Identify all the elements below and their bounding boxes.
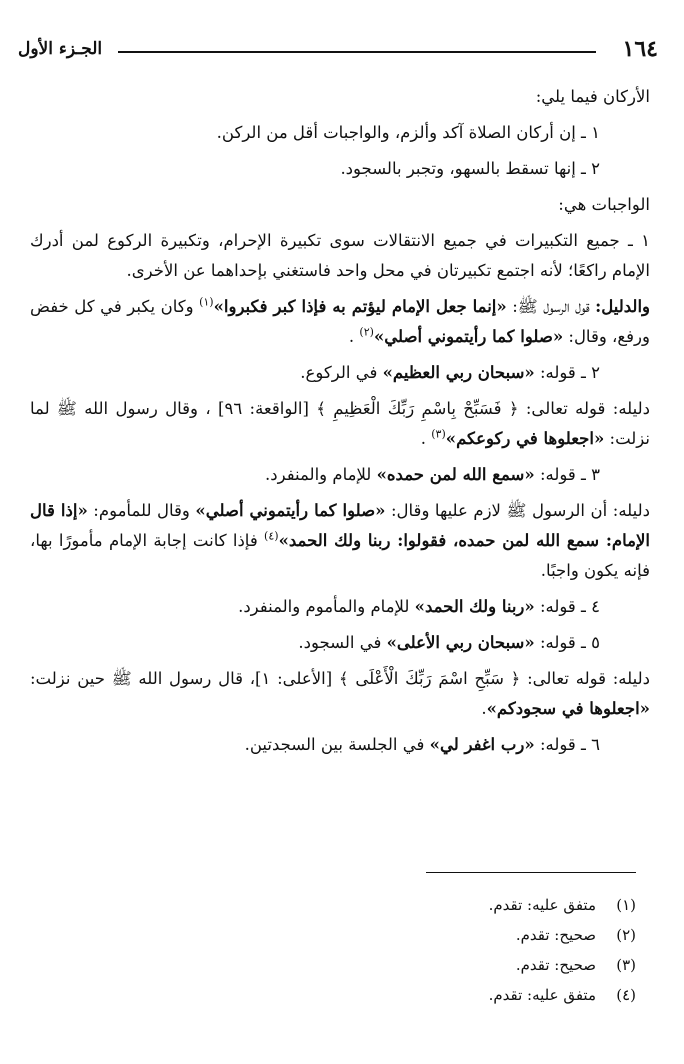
evidence-label: والدليل: [595, 297, 650, 316]
dhikr-quote: «سبحان ربي الأعلى» [386, 633, 535, 652]
text: . [420, 429, 432, 448]
text: ٦ ـ قوله: [534, 735, 600, 754]
dhikr-quote: «سبحان ربي العظيم» [382, 363, 535, 382]
text: دليله: أن الرسول ﷺ لازم عليها وقال: [385, 501, 650, 520]
hadith-quote: «صلوا كما رأيتموني أصلي» [373, 327, 564, 346]
page-number: ١٦٤ [622, 36, 658, 62]
paragraph [30, 358, 650, 388]
text: ١ ـ جميع التكبيرات في جميع الانتقالات سوى تكبيرة الإحرام، وتكبيرة الركوع لمن أدرك الإمام راكعًا؛ لأنه اجتمع تكبيرتان في محل واحد فاستغني بإحداهما عن الأخرى. [30, 231, 650, 280]
hadith-quote: «اجعلوها في سجودكم» [486, 699, 650, 718]
text: ٢ ـ قوله: [534, 363, 600, 382]
paragraph [30, 394, 650, 454]
footnote-item [236, 890, 636, 920]
footnote-divider [426, 872, 636, 873]
footnote-number: (١) [616, 896, 636, 914]
hadith-quote: «اجعلوها في ركوعكم» [445, 429, 605, 448]
footnote-text: صحيح: تقدم. [515, 926, 596, 944]
text: للإمام والمأموم والمنفرد. [238, 597, 415, 616]
part-title: الجـزء الأول [18, 39, 103, 59]
footnote-text: متفق عليه: تقدم. [488, 986, 596, 1004]
paragraph [30, 82, 650, 112]
paragraph [30, 460, 650, 490]
footnote-text: صحيح: تقدم. [515, 956, 596, 974]
footnote-item [236, 920, 636, 950]
page-header [18, 34, 658, 64]
footnote-text: متفق عليه: تقدم. [488, 896, 596, 914]
text: الأركان فيما يلي: [535, 87, 650, 106]
text: وكان يكبر في كل خفض ورفع، وقال: [30, 297, 650, 346]
text: . [348, 327, 360, 346]
paragraph [30, 496, 650, 586]
hadith-quote: «إنما جعل الإمام ليؤتم به فإذا كبر فكبروا» [213, 297, 507, 316]
body-text [30, 82, 650, 766]
text: . [481, 699, 487, 718]
footnote-ref[interactable]: (٣) [431, 427, 446, 441]
hadith-quote: «إذا قال الإمام: سمع الله لمن حمده، فقولوا: ربنا ولك الحمد» [30, 501, 650, 550]
text: دليله: قوله تعالى: ﴿ فَسَبِّحْ بِاسْمِ رَبِّكَ الْعَظِيمِ ﴾ [الواقعة: ٩٦] ، وقال رسول الله ﷺ لما نزلت: [30, 399, 650, 448]
header-rule [118, 51, 596, 53]
paragraph [30, 154, 650, 184]
paragraph [30, 664, 650, 724]
footnote-item [236, 980, 636, 1010]
text: في الجلسة بين السجدتين. [244, 735, 430, 754]
dhikr-quote: «رب اغفر لي» [429, 735, 535, 754]
text: ٥ ـ قوله: [534, 633, 600, 652]
paragraph [30, 190, 650, 220]
hadith-quote: «صلوا كما رأيتموني أصلي» [195, 501, 386, 520]
dhikr-quote: «سمع الله لمن حمده» [376, 465, 535, 484]
text: قول الرسول ﷺ: [506, 297, 596, 316]
paragraph [30, 292, 650, 352]
footnote-ref[interactable]: (٤) [264, 529, 279, 543]
text: في الركوع. [300, 363, 383, 382]
footnote-ref[interactable]: (٢) [359, 325, 374, 339]
text: وقال للمأموم: [87, 501, 196, 520]
text: الواجبات هي: [558, 195, 650, 214]
footnote-item [236, 950, 636, 980]
paragraph [30, 118, 650, 148]
paragraph [30, 628, 650, 658]
footnote-number: (٤) [616, 986, 636, 1004]
footnote-number: (٣) [616, 956, 636, 974]
text: ٣ ـ قوله: [534, 465, 600, 484]
paragraph [30, 226, 650, 286]
text: ٤ ـ قوله: [534, 597, 600, 616]
text: في السجود. [298, 633, 387, 652]
footnote-ref[interactable]: (١) [199, 295, 214, 309]
text: للإمام والمنفرد. [265, 465, 377, 484]
paragraph [30, 730, 650, 760]
dhikr-quote: «ربنا ولك الحمد» [414, 597, 535, 616]
text: ٢ ـ إنها تسقط بالسهو، وتجبر بالسجود. [340, 159, 600, 178]
paragraph [30, 592, 650, 622]
footnotes [236, 890, 636, 1010]
text: ١ ـ إن أركان الصلاة آكد وألزم، والواجبات أقل من الركن. [216, 123, 600, 142]
text: فإذا كانت إجابة الإمام مأمورًا بها، فإنه يكون واجبًا. [30, 531, 650, 580]
text: دليله: قوله تعالى: ﴿ سَبِّحِ اسْمَ رَبِّكَ الْأَعْلَى ﴾ [الأعلى: ١]، قال رسول الله ﷺ حين نزلت: [30, 669, 650, 688]
footnote-number: (٢) [616, 926, 636, 944]
